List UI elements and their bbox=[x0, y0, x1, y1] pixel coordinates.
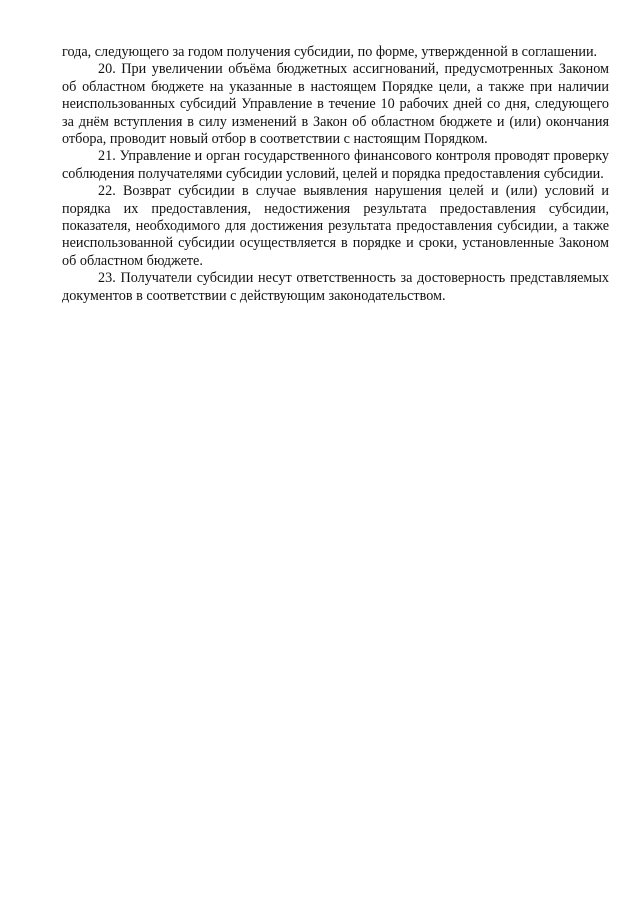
paragraph-continuation: года, следующего за годом получения субсидии, по форме, утвержденной в соглашении. bbox=[62, 44, 598, 60]
document-body bbox=[62, 44, 609, 305]
paragraph-20: 20. При увеличении объёма бюджетных ассигнований, предусмотренных Законом об областном бюджете на указанные в настоящем Порядке цели, а также при наличии неиспользованных субсидий Управление в течение 10 рабочих дней со дня, следующего за днём вступления в силу изменений в Закон об областном бюджете и (или) окончания отбора, проводит новый отбор в соответствии с настоящим Порядком. bbox=[62, 61, 609, 148]
paragraph-23: 23. Получатели субсидии несут ответственность за достоверность представляемых документов в соответствии с действующим законодательством. bbox=[62, 270, 609, 304]
paragraph-21: 21. Управление и орган государственного финансового контроля проводят проверку соблюдения получателями субсидии условий, целей и порядка предоставления субсидии. bbox=[62, 148, 609, 182]
paragraph-22: 22. Возврат субсидии в случае выявления нарушения целей и (или) условий и порядка их предоставления, недостижения результата предоставления субсидии, показателя, необходимого для достижения результата предоставления субсидии, а также неиспользованной субсидии осуществляется в порядке и сроки, установленные Законом об областном бюджете. bbox=[62, 183, 609, 269]
